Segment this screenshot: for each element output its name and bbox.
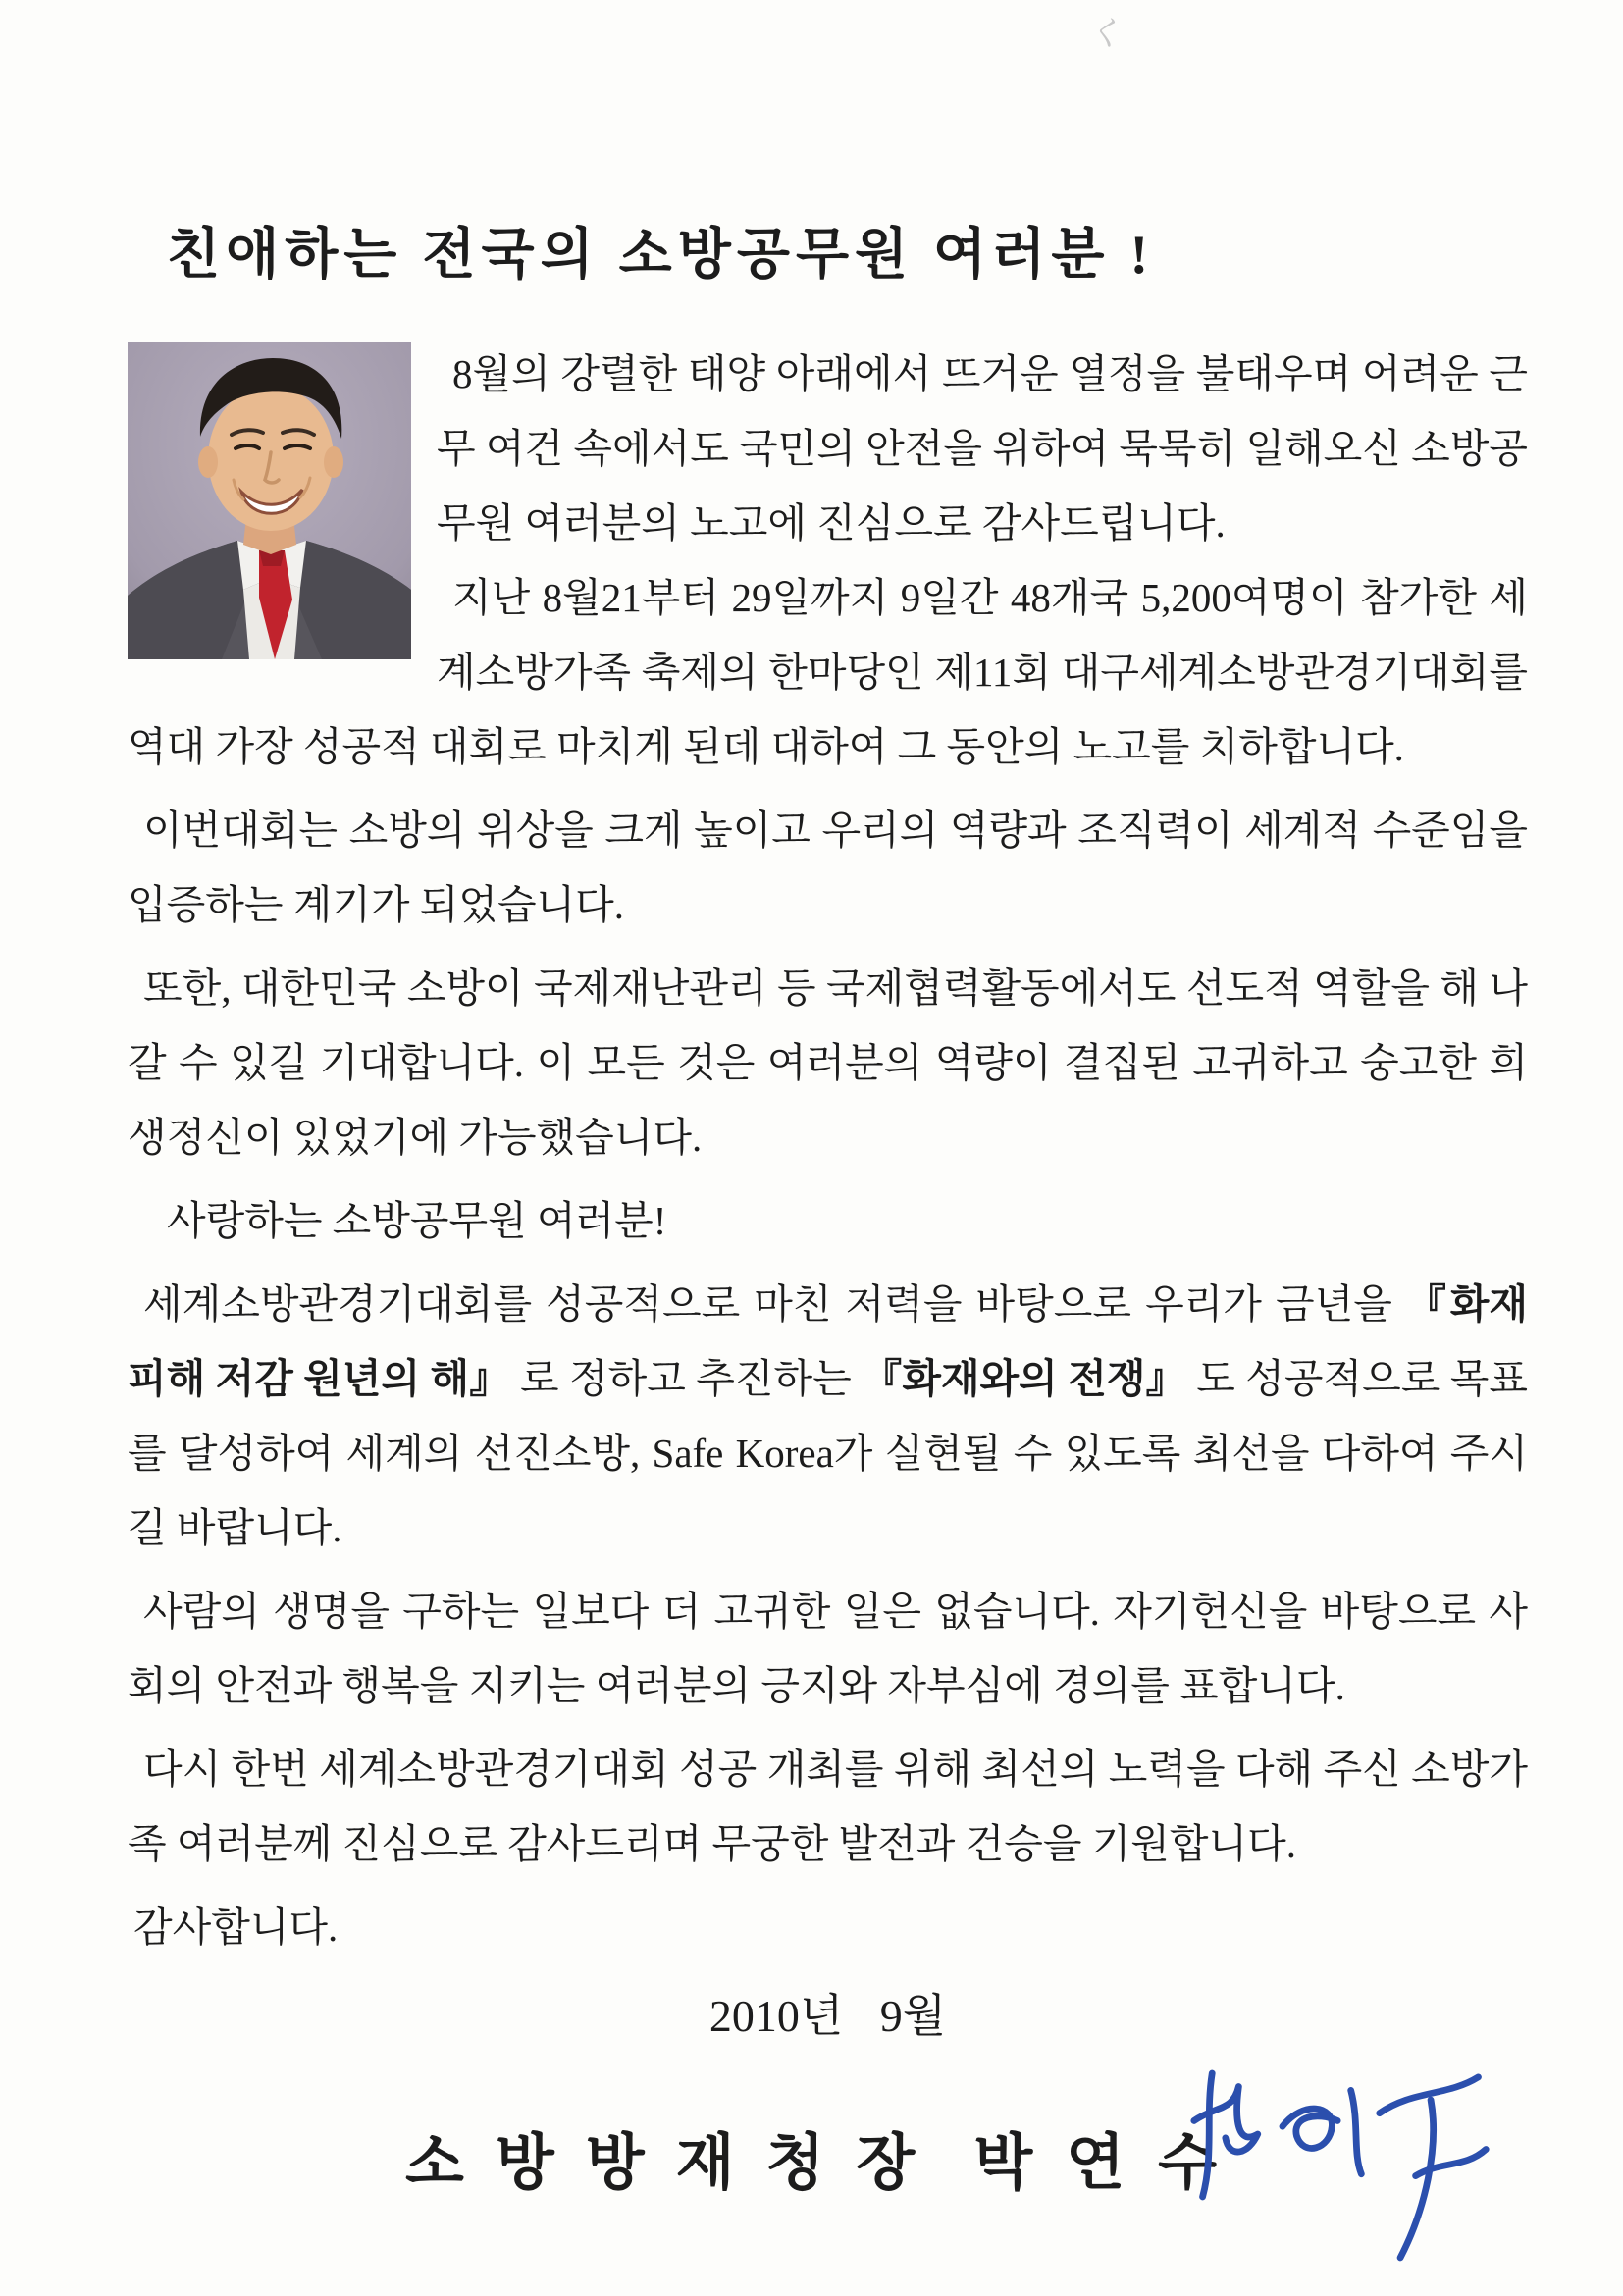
scan-artifact-mark: く <box>1086 12 1127 56</box>
paragraph-6-bold-war-on-fire: 『화재와의 전쟁』 <box>862 1356 1186 1401</box>
paragraph-6 <box>128 1267 1528 1565</box>
paragraph-4: 또한, 대한민국 소방이 국제재난관리 등 국제협력활동에서도 선도적 역할을 해 나갈 수 있길 기대합니다. 이 모든 것은 여러분의 역량이 결집된 고귀하고 숭고한 희생정신이 있었기에 가능했습니다. <box>128 965 1528 1160</box>
signer-title: 소방방재청장 <box>404 2130 947 2197</box>
paragraph-5-salutation: 사랑하는 소방공무원 여러분! <box>167 1198 667 1243</box>
paragraph-6-bold-fire-damage-year: 『화재 피해 저감 원년의 해』 <box>128 1281 1528 1401</box>
portrait-illustration <box>128 342 411 659</box>
paragraph-6-seg1: 세계소방관경기대회를 성공적으로 마친 저력을 바탕으로 우리가 금년을 <box>143 1281 1406 1327</box>
letter-body <box>128 337 1528 1964</box>
paragraph-6-seg3: 로 정하고 추진하는 <box>509 1356 863 1401</box>
paragraph-1: 8월의 강렬한 태양 아래에서 뜨거운 열정을 불태우며 어려운 근무 여건 속에서도 국민의 안전을 위하여 묵묵히 일해오신 소방공무원 여러분의 노고에 진심으로 감사드립니다. <box>437 351 1528 546</box>
letter-date: 2010년 9월 <box>708 1991 947 2041</box>
letter-title: 친애하는 전국의 소방공무원 여러분 ! <box>167 225 1155 286</box>
paragraph-9-closing: 감사합니다. <box>133 1905 339 1950</box>
paragraph-2: 지난 8월21부터 29일까지 9일간 48개국 5,200여명이 참가한 세계소방가족 축제의 한마당인 제11회 대구세계소방관경기대회를 역대 가장 성공적 대회로 마치게 된데 대하여 그 동안의 노고를 치하합니다. <box>128 575 1528 769</box>
portrait-photo <box>128 342 411 659</box>
signer-name: 박연수 <box>973 2130 1251 2197</box>
paragraph-7: 사람의 생명을 구하는 일보다 더 고귀한 일은 없습니다. 자기헌신을 바탕으로 사회의 안전과 행복을 지키는 여러분의 긍지와 자부심에 경의를 표합니다. <box>128 1589 1528 1708</box>
paragraph-6-seg5: 도 성공적으로 목표를 달성하여 세계의 선진소방, Safe Korea가 실현될 수 있도록 최선을 다하여 주시길 바랍니다. <box>128 1356 1528 1550</box>
paragraph-8: 다시 한번 세계소방관경기대회 성공 개최를 위해 최선의 노력을 다해 주신 소방가족 여러분께 진심으로 감사드리며 무궁한 발전과 건승을 기원합니다. <box>128 1747 1528 1866</box>
paragraph-3: 이번대회는 소방의 위상을 크게 높이고 우리의 역량과 조직력이 세계적 수준임을 입증하는 계기가 되었습니다. <box>128 808 1528 927</box>
signature-row <box>128 2113 1528 2201</box>
